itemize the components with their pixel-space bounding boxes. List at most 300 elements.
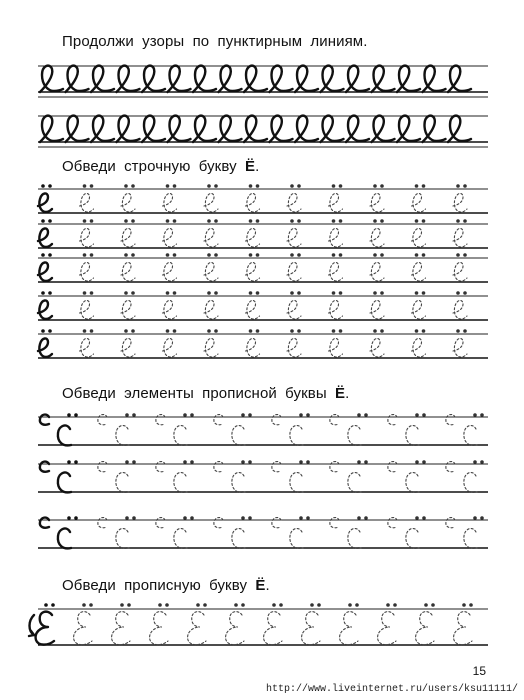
yo-dot	[214, 184, 218, 188]
element-large-c	[348, 426, 361, 446]
loop-stroke	[117, 66, 140, 92]
loop-stroke	[270, 116, 293, 142]
yo-dot	[131, 291, 135, 295]
yo-dot	[207, 291, 211, 295]
yo-dot	[90, 253, 94, 257]
loop-stroke	[321, 116, 344, 142]
yo-dot	[165, 603, 169, 607]
yo-dot	[207, 184, 211, 188]
loop-stroke	[448, 116, 471, 142]
element-small-c	[40, 415, 49, 425]
loop-stroke	[193, 66, 216, 92]
letter-yo-trace	[204, 228, 218, 247]
yo-dot	[190, 413, 194, 417]
element-large-c	[174, 473, 187, 493]
yo-dot	[463, 184, 467, 188]
element-large-c	[290, 529, 303, 549]
yo-dot	[415, 253, 419, 257]
letter-yo-trace	[453, 228, 467, 247]
yo-dot	[422, 460, 426, 464]
yo-dot	[306, 413, 310, 417]
loop-stroke	[40, 116, 63, 142]
source-watermark: http://www.liveinternet.ru/users/ksu11111/	[265, 684, 518, 695]
element-small-c	[388, 518, 397, 528]
yo-dot	[249, 329, 253, 333]
element-large-c	[348, 529, 361, 549]
yo-dot	[248, 460, 252, 464]
yo-dot	[132, 413, 136, 417]
yo-dot	[173, 329, 177, 333]
yo-dot	[124, 219, 128, 223]
yo-dot	[473, 460, 477, 464]
letter-yo-trace	[370, 262, 384, 281]
loop-stroke	[270, 66, 293, 92]
loop-stroke	[66, 66, 89, 92]
element-large-c	[406, 473, 419, 493]
yo-dot	[196, 603, 200, 607]
loop-stroke	[448, 66, 471, 92]
yo-dot	[339, 329, 343, 333]
yo-dot	[90, 184, 94, 188]
letter-yo-sample	[38, 300, 52, 319]
yo-dot	[125, 460, 129, 464]
instruction-elements-text: Обведи элементы прописной буквы	[62, 385, 335, 402]
yo-dot	[214, 219, 218, 223]
element-large-c	[232, 473, 245, 493]
yo-dot	[241, 460, 245, 464]
yo-dot	[415, 184, 419, 188]
yo-dot	[339, 184, 343, 188]
letter-yo-trace	[329, 338, 343, 357]
element-large-c	[58, 529, 71, 549]
yo-dot	[297, 184, 301, 188]
letter-yo-trace	[204, 338, 218, 357]
yo-dot	[332, 253, 336, 257]
letter-yo-trace	[121, 300, 135, 319]
loop-stroke	[423, 116, 446, 142]
loop-stroke	[346, 116, 369, 142]
letter-yo-trace	[80, 193, 94, 212]
element-large-c	[290, 426, 303, 446]
loop-stroke	[91, 66, 114, 92]
yo-dot	[386, 603, 390, 607]
yo-dot	[48, 329, 52, 333]
letter-yo-trace	[412, 338, 426, 357]
yo-dot	[380, 291, 384, 295]
instruction-uppercase-text: Обведи прописную букву	[62, 577, 256, 594]
letter-yo-trace	[412, 262, 426, 281]
loop-stroke	[66, 116, 89, 142]
yo-dot	[124, 291, 128, 295]
yo-dot	[125, 516, 129, 520]
element-small-c	[330, 462, 339, 472]
yo-dot	[248, 516, 252, 520]
element-small-c	[272, 415, 281, 425]
element-small-c	[156, 462, 165, 472]
yo-dot	[44, 603, 48, 607]
loop-stroke	[397, 66, 420, 92]
ruled-lines	[38, 66, 488, 645]
letter-yo-trace	[412, 228, 426, 247]
yo-dot	[373, 184, 377, 188]
yo-dot	[456, 219, 460, 223]
yo-dot	[422, 291, 426, 295]
capital-yo-trace	[416, 612, 434, 645]
yo-dot	[166, 253, 170, 257]
letter-yo-trace	[370, 228, 384, 247]
yo-dot	[272, 603, 276, 607]
letter-yo-trace	[204, 262, 218, 281]
yo-dot	[290, 184, 294, 188]
yo-dot	[299, 413, 303, 417]
capital-yo-trace	[264, 612, 282, 645]
yo-dot	[48, 253, 52, 257]
yo-dot	[422, 516, 426, 520]
yo-dot	[214, 291, 218, 295]
yo-dot	[393, 603, 397, 607]
yo-dot	[173, 253, 177, 257]
capital-yo-trace	[302, 612, 320, 645]
yo-dot	[297, 329, 301, 333]
instruction-lowercase-period: .	[255, 158, 260, 175]
yo-dot	[48, 219, 52, 223]
letter-yo-trace	[246, 338, 260, 357]
letter-yo-trace	[121, 262, 135, 281]
yo-dot	[41, 184, 45, 188]
page-number: 15	[472, 664, 486, 678]
element-large-c	[232, 426, 245, 446]
capital-yo-trace	[340, 612, 358, 645]
letter-yo-trace	[412, 193, 426, 212]
yo-dot	[380, 184, 384, 188]
loop-pattern-exercise	[40, 66, 471, 142]
yo-dot	[380, 253, 384, 257]
yo-dot	[90, 291, 94, 295]
element-small-c	[272, 518, 281, 528]
loop-stroke	[219, 116, 242, 142]
letter-yo-trace	[287, 193, 301, 212]
loop-stroke	[346, 66, 369, 92]
letter-yo-trace	[329, 228, 343, 247]
yo-dot	[348, 603, 352, 607]
yo-dot	[48, 184, 52, 188]
letter-yo-trace	[163, 193, 177, 212]
yo-dot	[456, 184, 460, 188]
yo-dot	[306, 516, 310, 520]
yo-dot	[364, 516, 368, 520]
yo-dot	[207, 253, 211, 257]
letter-yo-trace	[287, 228, 301, 247]
yo-dot	[424, 603, 428, 607]
yo-dot	[332, 219, 336, 223]
element-large-c	[348, 473, 361, 493]
instruction-uppercase-period: .	[265, 577, 270, 594]
yo-dot	[131, 184, 135, 188]
yo-dot	[306, 460, 310, 464]
letter-yo-trace	[121, 193, 135, 212]
yo-dot	[83, 184, 87, 188]
yo-dot	[67, 516, 71, 520]
element-small-c	[40, 462, 49, 472]
letter-yo-sample	[38, 193, 52, 212]
yo-dot	[248, 413, 252, 417]
yo-dot	[82, 603, 86, 607]
yo-dot	[422, 413, 426, 417]
yo-dot	[166, 219, 170, 223]
capital-yo-trace	[150, 612, 168, 645]
letter-yo-trace	[163, 228, 177, 247]
yo-dot	[207, 219, 211, 223]
element-small-c	[214, 462, 223, 472]
yo-dot	[290, 329, 294, 333]
yo-dot	[74, 460, 78, 464]
yo-dot	[41, 291, 45, 295]
letter-yo-trace	[453, 338, 467, 357]
letter-yo-trace	[453, 193, 467, 212]
element-small-c	[214, 518, 223, 528]
yo-dot	[203, 603, 207, 607]
loop-stroke	[142, 66, 165, 92]
element-large-c	[58, 426, 71, 446]
yo-dot	[131, 253, 135, 257]
yo-dot	[456, 329, 460, 333]
yo-dot	[463, 329, 467, 333]
instruction-elements-letter: Ё	[334, 385, 346, 402]
yo-dot	[290, 253, 294, 257]
yo-dot	[51, 603, 55, 607]
letter-yo-trace	[80, 228, 94, 247]
yo-dot	[456, 291, 460, 295]
loop-stroke	[91, 116, 114, 142]
element-small-c	[446, 415, 455, 425]
element-small-c	[156, 518, 165, 528]
yo-dot	[241, 516, 245, 520]
letter-yo-trace	[80, 338, 94, 357]
yo-dot	[241, 603, 245, 607]
yo-dot	[422, 329, 426, 333]
letter-yo-trace	[80, 300, 94, 319]
loop-stroke	[244, 116, 267, 142]
yo-dot	[415, 413, 419, 417]
yo-dot	[256, 184, 260, 188]
yo-dot	[234, 603, 238, 607]
yo-dot	[462, 603, 466, 607]
yo-dot	[67, 413, 71, 417]
element-small-c	[98, 462, 107, 472]
element-large-c	[464, 529, 477, 549]
yo-dot	[249, 184, 253, 188]
yo-dot	[124, 329, 128, 333]
instruction-uppercase-letter: Ё	[255, 577, 266, 594]
yo-dot	[124, 184, 128, 188]
yo-dot	[249, 291, 253, 295]
yo-dot	[310, 603, 314, 607]
yo-dot	[373, 329, 377, 333]
letter-yo-trace	[246, 193, 260, 212]
yo-dot	[173, 291, 177, 295]
capital-yo-trace	[454, 612, 472, 645]
yo-dot	[480, 413, 484, 417]
yo-dot	[190, 460, 194, 464]
yo-dot	[166, 291, 170, 295]
yo-dot	[415, 219, 419, 223]
yo-dot	[214, 253, 218, 257]
letter-yo-trace	[287, 262, 301, 281]
element-small-c	[330, 518, 339, 528]
yo-dot	[279, 603, 283, 607]
element-large-c	[464, 473, 477, 493]
yo-dot	[339, 219, 343, 223]
yo-dot	[214, 329, 218, 333]
yo-dot	[158, 603, 162, 607]
yo-dot	[41, 253, 45, 257]
yo-dot	[41, 329, 45, 333]
yo-dot	[357, 413, 361, 417]
loop-stroke	[423, 66, 446, 92]
letter-yo-trace	[246, 300, 260, 319]
yo-dot	[463, 219, 467, 223]
yo-dot	[380, 329, 384, 333]
yo-dot	[132, 516, 136, 520]
loop-stroke	[40, 66, 63, 92]
yo-dot	[339, 253, 343, 257]
letter-yo-sample	[38, 338, 52, 357]
yo-dot	[299, 516, 303, 520]
element-small-c	[40, 518, 49, 528]
yo-dot	[415, 460, 419, 464]
yo-dot	[469, 603, 473, 607]
yo-dot	[480, 460, 484, 464]
element-small-c	[156, 415, 165, 425]
element-small-c	[388, 462, 397, 472]
letter-yo-sample	[38, 262, 52, 281]
loop-stroke	[295, 116, 318, 142]
yo-dot	[339, 291, 343, 295]
letter-yo-trace	[163, 262, 177, 281]
yo-dot	[317, 603, 321, 607]
loop-stroke	[295, 66, 318, 92]
element-small-c	[98, 518, 107, 528]
lowercase-yo-exercise	[38, 184, 467, 357]
letter-yo-trace	[370, 300, 384, 319]
element-large-c	[116, 426, 129, 446]
letter-yo-trace	[163, 338, 177, 357]
yo-dot	[256, 253, 260, 257]
letter-yo-trace	[204, 300, 218, 319]
letter-yo-trace	[121, 228, 135, 247]
yo-dot	[67, 460, 71, 464]
letter-yo-trace	[287, 300, 301, 319]
loop-stroke	[168, 66, 191, 92]
loop-stroke	[193, 116, 216, 142]
yo-dot	[422, 219, 426, 223]
instruction-lowercase-text: Обведи строчную букву	[62, 158, 245, 175]
instruction-elements-period: .	[345, 385, 350, 402]
yo-dot	[120, 603, 124, 607]
loop-stroke	[117, 116, 140, 142]
yo-dot	[415, 516, 419, 520]
element-small-c	[98, 415, 107, 425]
element-small-c	[272, 462, 281, 472]
letter-yo-trace	[204, 193, 218, 212]
yo-dot	[415, 291, 419, 295]
yo-dot	[249, 253, 253, 257]
yo-dot	[48, 291, 52, 295]
yo-dot	[127, 603, 131, 607]
element-large-c	[116, 473, 129, 493]
element-large-c	[116, 529, 129, 549]
yo-dot	[422, 184, 426, 188]
yo-dot	[183, 413, 187, 417]
instruction-lowercase-letter: Ё	[244, 158, 256, 175]
letter-yo-sample	[38, 228, 52, 247]
element-large-c	[232, 529, 245, 549]
letter-yo-trace	[453, 300, 467, 319]
element-small-c	[388, 415, 397, 425]
yo-dot	[364, 460, 368, 464]
capital-yo-trace	[74, 612, 92, 645]
loop-stroke	[321, 66, 344, 92]
yo-dot	[297, 253, 301, 257]
letter-yo-trace	[453, 262, 467, 281]
yo-dot	[357, 460, 361, 464]
yo-dot	[173, 219, 177, 223]
yo-dot	[83, 329, 87, 333]
element-small-c	[330, 415, 339, 425]
yo-dot	[90, 329, 94, 333]
yo-dot	[364, 413, 368, 417]
loop-stroke	[397, 116, 420, 142]
yo-dot	[373, 291, 377, 295]
yo-dot	[297, 291, 301, 295]
yo-dot	[183, 460, 187, 464]
loop-stroke	[372, 66, 395, 92]
yo-dot	[373, 253, 377, 257]
yo-dot	[83, 253, 87, 257]
letter-yo-trace	[246, 228, 260, 247]
yo-dot	[173, 184, 177, 188]
yo-dot	[131, 219, 135, 223]
capital-yo-trace	[112, 612, 130, 645]
capital-yo-trace	[378, 612, 396, 645]
yo-dot	[463, 253, 467, 257]
letter-yo-trace	[370, 338, 384, 357]
yo-dot	[74, 413, 78, 417]
element-large-c	[58, 473, 71, 493]
yo-dot	[256, 329, 260, 333]
yo-dot	[431, 603, 435, 607]
element-large-c	[464, 426, 477, 446]
yo-dot	[473, 516, 477, 520]
yo-dot	[373, 219, 377, 223]
yo-dot	[124, 253, 128, 257]
capital-yo-sample	[36, 612, 54, 645]
yo-dot	[89, 603, 93, 607]
element-small-c	[446, 462, 455, 472]
uppercase-elements-exercise	[40, 413, 484, 548]
letter-yo-trace	[163, 300, 177, 319]
element-small-c	[214, 415, 223, 425]
yo-dot	[332, 291, 336, 295]
yo-dot	[422, 253, 426, 257]
yo-dot	[131, 329, 135, 333]
element-large-c	[174, 529, 187, 549]
letter-yo-trace	[287, 338, 301, 357]
instruction-patterns-text: Продолжи узоры по пунктирным линиям.	[62, 33, 368, 50]
letter-yo-trace	[246, 262, 260, 281]
yo-dot	[480, 516, 484, 520]
yo-dot	[256, 219, 260, 223]
